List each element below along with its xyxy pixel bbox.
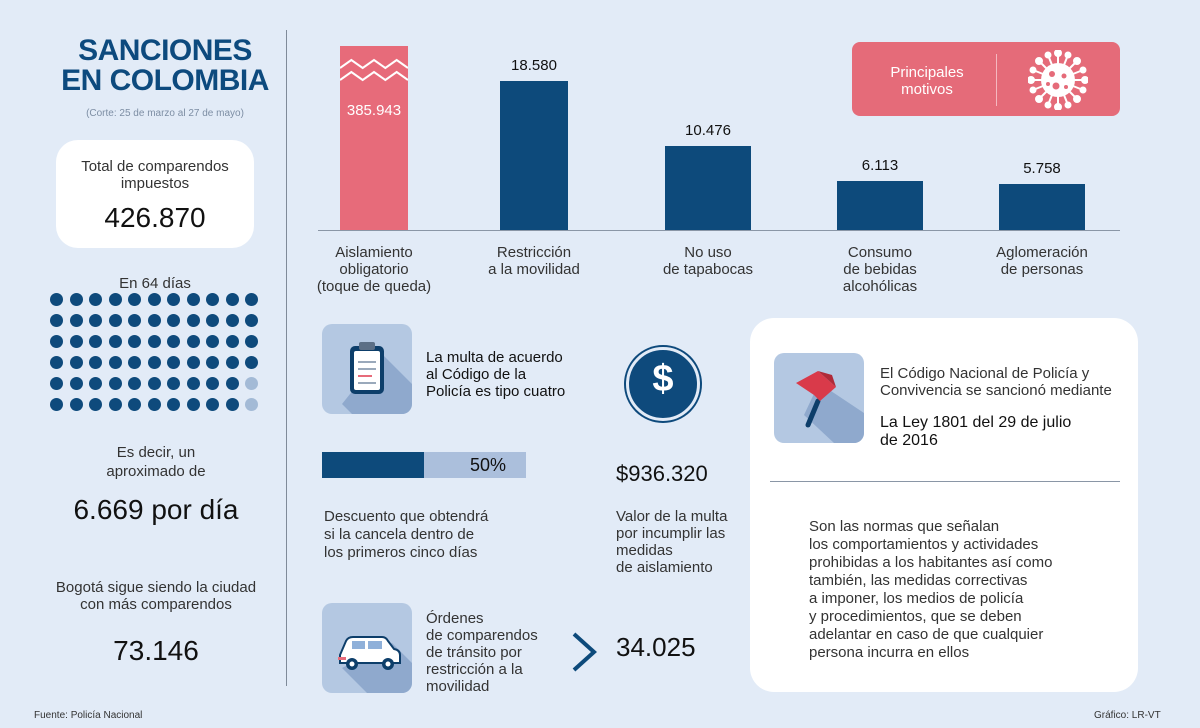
day-dot [187, 398, 200, 411]
day-dot [89, 293, 102, 306]
day-dot [70, 335, 83, 348]
chart-category-line: Restricción [496, 244, 572, 261]
car-icon [322, 603, 412, 693]
day-dot [245, 293, 258, 306]
day-dot [89, 314, 102, 327]
chart-bar [500, 81, 568, 230]
fine-desc-line-2: por incumplir las [616, 525, 726, 542]
bogota-line-2: con más comparendos [80, 596, 232, 613]
title-line-2: EN COLOMBIA [61, 64, 269, 97]
day-dot [128, 377, 141, 390]
day-dot [148, 293, 161, 306]
traffic-line-1: Órdenes [426, 610, 484, 627]
day-dot [187, 356, 200, 369]
code-desc-line: a imponer, los medios de policía [809, 590, 1024, 607]
traffic-value: 34.025 [616, 632, 696, 662]
chart-category-line: No uso [684, 244, 732, 261]
fine-value: $936.320 [616, 461, 708, 486]
day-dots-grid [50, 293, 270, 425]
day-dot [128, 314, 141, 327]
total-label-line-2: impuestos [120, 175, 190, 192]
day-dot [187, 314, 200, 327]
clipboard-icon [322, 324, 412, 414]
day-dot [167, 398, 180, 411]
column-divider [286, 30, 287, 686]
dollar-sign: $ [652, 358, 674, 400]
day-dot [187, 293, 200, 306]
source-note: Fuente: Policía Nacional [34, 710, 143, 721]
car-tile [322, 603, 412, 693]
chevron-right-icon [566, 630, 602, 674]
chart-category-label [962, 244, 1122, 278]
fine-desc-line-1: Valor de la multa [616, 508, 728, 525]
code-desc-line: también, las medidas correctivas [809, 572, 1028, 589]
chart-category-label [800, 244, 960, 295]
day-dot [148, 356, 161, 369]
chart-baseline [318, 230, 1120, 231]
chart-category-line: alcohólicas [842, 278, 918, 295]
day-dot [70, 398, 83, 411]
day-dot [70, 377, 83, 390]
code-intro [880, 365, 1112, 399]
traffic-line-2: de comparendos [426, 627, 538, 644]
day-dot [128, 398, 141, 411]
page-title [40, 36, 290, 96]
code-desc-line: adelantar en caso de que cualquier [809, 626, 1044, 643]
day-dot [50, 398, 63, 411]
code-law [880, 414, 1071, 450]
day-dot [167, 356, 180, 369]
day-dot [245, 377, 258, 390]
code-description [809, 518, 1052, 662]
day-dot [50, 377, 63, 390]
days-label: En 64 días [119, 275, 191, 292]
discount-text [324, 508, 488, 562]
clipboard-tile [322, 324, 412, 414]
title-line-1: SANCIONES [78, 34, 252, 67]
discount-progress-fill [322, 452, 424, 478]
total-label [56, 158, 254, 192]
motives-line-1: Principales [890, 64, 964, 81]
day-dot [245, 335, 258, 348]
chart-category-label [294, 244, 454, 295]
daily-value: 6.669 por día [73, 494, 239, 525]
chart-category-line: Consumo [847, 244, 913, 261]
virus-icon [1028, 50, 1088, 110]
chart-value-label: 10.476 [685, 122, 731, 140]
day-dot [109, 377, 122, 390]
fine-value-desc [616, 508, 727, 576]
day-dot [109, 335, 122, 348]
code-law-line-1: La Ley 1801 del 29 de julio [880, 414, 1072, 431]
day-dot [109, 314, 122, 327]
chart-category-line: de bebidas [843, 261, 917, 278]
day-dot [206, 398, 219, 411]
day-dot [50, 293, 63, 306]
day-dot [109, 356, 122, 369]
day-dot [70, 314, 83, 327]
chart-category-line: obligatorio [339, 261, 409, 278]
discount-percent: 50% [470, 455, 507, 475]
day-dot [89, 398, 102, 411]
code-law-line-2: de 2016 [880, 432, 938, 449]
day-dot [226, 398, 239, 411]
code-intro-line-1: El Código Nacional de Policía y [880, 365, 1090, 382]
motives-divider [996, 54, 997, 106]
day-dot [128, 293, 141, 306]
day-dot [148, 398, 161, 411]
code-desc-line: Son las normas que señalan [809, 518, 1000, 535]
bogota-value: 73.146 [113, 635, 199, 666]
day-dot [50, 335, 63, 348]
day-dot [206, 335, 219, 348]
day-dot [89, 335, 102, 348]
chart-category-line: a la movilidad [488, 261, 580, 278]
pin-tile [774, 353, 864, 443]
code-intro-line-2: Convivencia se sancionó mediante [880, 382, 1112, 399]
code-desc-line: y procedimientos, que se deben [809, 608, 1022, 625]
chart-category-line: de tapabocas [662, 261, 754, 278]
motives-line-2: motivos [901, 81, 953, 98]
day-dot [128, 356, 141, 369]
fine-type-line-3: Policía es tipo cuatro [426, 383, 566, 400]
day-dot [226, 356, 239, 369]
day-dot [206, 314, 219, 327]
fine-type-line-2: al Código de la [426, 366, 527, 383]
day-dot [206, 377, 219, 390]
bogota-label [40, 579, 272, 613]
discount-line-1: Descuento que obtendrá [324, 508, 489, 525]
traffic-line-5: movilidad [426, 678, 490, 695]
traffic-line-4: restricción a la [426, 661, 523, 678]
total-value: 426.870 [104, 202, 206, 233]
chart-value-label: 6.113 [861, 157, 899, 175]
motives-label [870, 64, 984, 98]
discount-line-3: los primeros cinco días [324, 544, 478, 561]
approx-line-2: aproximado de [106, 463, 206, 480]
chart-value-label: 385.943 [346, 102, 402, 119]
day-dot [89, 356, 102, 369]
chart-bar [665, 146, 751, 230]
chart-value-label: 18.580 [511, 57, 557, 75]
cutoff-note: (Corte: 25 de marzo al 27 de mayo) [86, 108, 244, 119]
day-dot [109, 293, 122, 306]
flag-pin-icon [774, 353, 864, 443]
approx-label [40, 443, 272, 481]
day-dot [148, 377, 161, 390]
discount-line-2: si la cancela dentro de [324, 526, 475, 543]
fine-desc-line-4: de aislamiento [616, 559, 713, 576]
day-dot [148, 314, 161, 327]
day-dot [70, 356, 83, 369]
chart-category-line: (toque de queda) [316, 278, 432, 295]
code-desc-line: los comportamientos y actividades [809, 536, 1039, 553]
day-dot [226, 314, 239, 327]
day-dot [148, 335, 161, 348]
chart-category-label [454, 244, 614, 278]
chart-bar [999, 184, 1085, 230]
code-divider [770, 481, 1120, 482]
day-dot [226, 293, 239, 306]
chart-category-line: Aglomeración [996, 244, 1088, 261]
day-dot [187, 335, 200, 348]
day-dot [167, 335, 180, 348]
day-dot [50, 356, 63, 369]
day-dot [50, 314, 63, 327]
day-dot [245, 356, 258, 369]
day-dot [226, 377, 239, 390]
day-dot [128, 335, 141, 348]
day-dot [206, 293, 219, 306]
day-dot [167, 314, 180, 327]
day-dot [245, 398, 258, 411]
chart-category-line: de personas [1000, 261, 1084, 278]
bogota-line-1: Bogotá sigue siendo la ciudad [55, 579, 257, 596]
chart-value-label: 5.758 [1023, 159, 1061, 177]
day-dot [167, 293, 180, 306]
total-label-line-1: Total de comparendos [81, 158, 229, 175]
day-dot [245, 314, 258, 327]
day-dot [167, 377, 180, 390]
day-dot [206, 356, 219, 369]
credit-note: Gráfico: LR-VT [1094, 710, 1161, 721]
code-desc-line: prohibidas a los habitantes así como [809, 554, 1053, 571]
chart-bar [837, 181, 923, 230]
chart-category-label [628, 244, 788, 278]
day-dot [70, 293, 83, 306]
traffic-text [426, 610, 538, 695]
approx-line-1: Es decir, un [116, 444, 196, 461]
day-dot [226, 335, 239, 348]
day-dot [187, 377, 200, 390]
chart-category-line: Aislamiento [335, 244, 413, 261]
axis-break-icon [340, 56, 408, 86]
traffic-line-3: de tránsito por [426, 644, 522, 661]
fine-desc-line-3: medidas [616, 542, 673, 559]
fine-type-line-1: La multa de acuerdo [426, 349, 563, 366]
day-dot [89, 377, 102, 390]
code-desc-line: persona incurra en ellos [809, 644, 970, 661]
fine-type-text [426, 349, 565, 400]
day-dot [109, 398, 122, 411]
